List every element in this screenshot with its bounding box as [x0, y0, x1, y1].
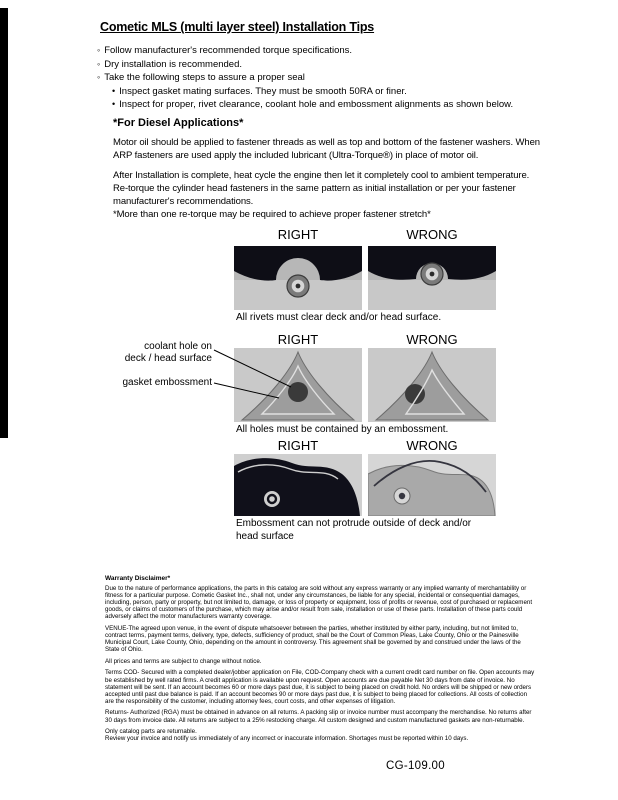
diesel-paragraph-1: Motor oil should be applied to fastener threads as well as top and bottom of the fastener washers. When ARP fasteners are used apply the included lubricant (Ultra-Torque®) in place of motor oil. — [113, 137, 540, 162]
installation-tips-list — [97, 44, 513, 112]
figure1-wrong-label: WRONG — [406, 227, 458, 242]
figure3-caption: Embossment can not protrude outside of deck and/or head surface — [236, 518, 472, 542]
page-code: CG-109.00 — [386, 760, 445, 772]
warranty-paragraph: Due to the nature of performance applications, the parts in this catalog are sold without any express warranty or any implied warranty of merchantability or fitness for a particular purpose. Cometic Gasket Inc., shall not, under any circumstances, be liable for any special, incidental or consequential damages, including, person, party or property, but not limited to, damage, or loss of property or equipment, loss of profits or revenue, cost of purchased or replacement goods, or claims of customers of the purchase, which may arise and/or result from sale, installation or use of these parts. Installation of these parts could adversely affect the motor manufacturers warranty coverage. — [105, 585, 533, 621]
tip-item: ◦ Take the following steps to assure a proper seal — [97, 71, 513, 85]
warranty-paragraph: Only catalog parts are returnable. — [105, 728, 197, 736]
figure1-right-label: RIGHT — [277, 227, 319, 242]
rivet-touching-illustration — [368, 246, 496, 310]
page-title: Cometic MLS (multi layer steel) Installation Tips — [100, 20, 375, 34]
warranty-paragraph: Terms COD- Secured with a completed dealer/jobber application on File, COD-Company check with a current credit card number on file. Open accounts may be established by well rated firms. A credit application is available upon request. Open accounts are due payable Net 30 days from date of invoice. No statement will be sent. If an account becomes 60 or more days past due, it is subject to being placed on credit hold. No orders will be shipped or new orders accepted until past due balance is paid. If an account becomes 90 or more days past due, it is subject to being placed for collections. All costs of collection are the responsibility of the customer, including attorney fees, court costs, and other expenses of litigation. — [105, 669, 535, 705]
tip-item: ◦ Dry installation is recommended. — [97, 58, 513, 72]
figure3-wrong-panel — [368, 454, 496, 516]
figure2-right-panel — [234, 348, 362, 422]
hole-contained-illustration — [234, 348, 362, 422]
figure2-wrong-label: WRONG — [406, 332, 458, 347]
figure1-caption: All rivets must clear deck and/or head surface. — [236, 312, 442, 323]
figure2-caption: All holes must be contained by an embossment. — [236, 424, 449, 435]
figure3-wrong-label: WRONG — [406, 438, 458, 453]
rivet-clear-illustration — [234, 246, 362, 310]
figures-section — [0, 228, 618, 560]
hole-not-contained-illustration — [368, 348, 496, 422]
coolant-hole — [288, 382, 308, 402]
bolt-hole — [264, 491, 280, 507]
coolant-hole-callout-line1: coolant hole on — [144, 341, 212, 352]
figure3-right-label: RIGHT — [277, 438, 319, 453]
warranty-paragraph: Review your invoice and notify us immediately of any incorrect or inaccurate information. Shortages must be reported within 10 days. — [105, 735, 469, 743]
embossment-inside-illustration — [234, 454, 362, 516]
gasket-embossment-callout: gasket embossment — [122, 377, 212, 388]
warranty-heading: Warranty Disclaimer* — [105, 575, 171, 582]
figure1-wrong-panel — [368, 246, 496, 310]
warranty-paragraph: All prices and terms are subject to change without notice. — [105, 657, 262, 665]
coolant-hole-callout-line2: deck / head surface — [124, 353, 212, 364]
figure2-right-label: RIGHT — [277, 332, 319, 347]
tip-item: ◦ Follow manufacturer's recommended torque specifications. — [97, 44, 513, 58]
diesel-paragraph-2: After Installation is complete, heat cycle the engine then let it completely cool to ambient temperature. Re-torque the cylinder head fasteners in the same pattern as initial installation or per your fastener manufacturer's recommendations. — [113, 170, 530, 208]
sub-tip-item: • Inspect for proper, rivet clearance, coolant hole and embossment alignments as shown below. — [112, 98, 513, 112]
figure3-right-panel — [234, 454, 362, 516]
sub-tip-item: • Inspect gasket mating surfaces. They must be smooth 50RA or finer. — [112, 85, 513, 99]
warranty-paragraph: Returns- Authorized (RGA) must be obtained in advance on all returns. A packing slip or invoice number must accompany the merchandise. No returns after 30 days from invoice date. All returns are subject to a 25% restocking charge. All custom designed and custom manufactured gaskets are non-returnable. — [105, 709, 532, 724]
figure2-wrong-panel — [368, 348, 496, 422]
diesel-applications-heading: *For Diesel Applications* — [113, 117, 244, 129]
figure1-right-panel — [234, 246, 362, 310]
warranty-paragraph: VENUE-The agreed upon venue, in the event of dispute whatsoever between the parties, whether instituted by either party, including, but not limited to, contract terms, payment terms, delivery, type, defects, sufficiency of product, shall be the Court of Common Pleas, Lake County, Ohio or the Painesville Municipal Court, Lake County, Ohio, depending on the amount in controversy. This agreement shall be governed by and construed under the laws of the State of Ohio. — [105, 624, 521, 654]
retorque-note: *More than one re-torque may be required to achieve proper fastener stretch* — [113, 209, 431, 220]
embossment-protruding-illustration — [368, 454, 496, 516]
warranty-disclaimer-section — [105, 575, 535, 747]
